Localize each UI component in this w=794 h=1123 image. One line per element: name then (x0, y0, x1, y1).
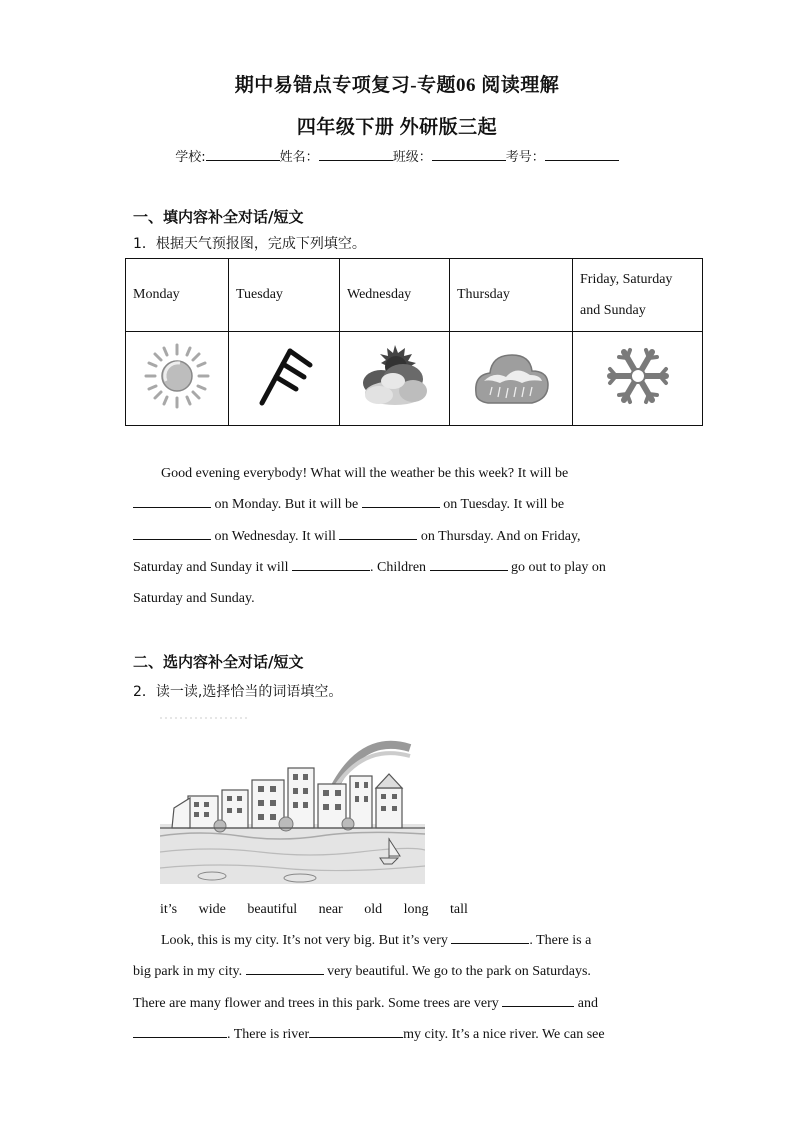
passage-text-9: Saturday and Sunday. (133, 591, 255, 607)
city-passage (133, 925, 655, 1050)
word-option: near (318, 902, 343, 917)
city-text-1: Look, this is my city. It’s not very big. But it’s very (161, 933, 448, 948)
city-illustration (160, 712, 425, 884)
blank-children[interactable] (430, 556, 508, 571)
word-option: it’s (160, 902, 178, 917)
city-text-2: . There is a (529, 933, 592, 948)
word-bank (160, 902, 486, 918)
passage-text-8: go out to play on (511, 559, 606, 575)
weekend-weather (573, 332, 703, 426)
number-label: 考号： (505, 150, 545, 165)
weather-icons-row (126, 332, 703, 426)
weather-table (125, 258, 703, 426)
cloudy-icon (359, 341, 431, 411)
word-option: long (403, 902, 429, 917)
word-option: old (364, 902, 383, 917)
snowflake-icon (602, 341, 674, 411)
blank-wednesday[interactable] (133, 525, 211, 540)
passage-text-2: on Monday. But it will be (214, 497, 359, 513)
blank-city-1[interactable] (451, 929, 529, 944)
city-text-7: . There is river (227, 1026, 310, 1042)
word-option: wide (198, 902, 226, 917)
blank-weekend[interactable] (292, 556, 370, 571)
blank-city-3[interactable] (502, 992, 574, 1007)
blank-city-4[interactable] (133, 1023, 227, 1038)
blank-thursday[interactable] (339, 525, 417, 540)
monday-weather (126, 332, 229, 426)
question2-prompt: 2．读一读,选择恰当的词语填空。 (133, 684, 343, 700)
blank-tuesday[interactable] (362, 493, 440, 508)
passage-text-7: . Children (370, 559, 427, 575)
day-monday: Monday (126, 259, 229, 332)
city-text-8: my city. It’s a nice river. We can see (403, 1026, 605, 1042)
city-text-5: There are many flower and trees in this park. Some trees are very (133, 995, 499, 1011)
weather-passage (133, 458, 655, 614)
sun-icon (142, 341, 212, 411)
passage-text-6: Saturday and Sunday it will (133, 559, 289, 575)
page-subtitle: 四年级下册 外研版三起 (296, 117, 498, 138)
day-friday-saturday-sunday: Friday, Saturday and Sunday (573, 259, 703, 332)
thursday-weather (450, 332, 573, 426)
day-thursday: Thursday (450, 259, 573, 332)
number-blank[interactable] (545, 148, 619, 161)
name-blank[interactable] (319, 148, 393, 161)
passage-text-5: on Thursday. And on Friday, (420, 528, 581, 544)
school-label: 学校: (175, 150, 206, 165)
blank-city-5[interactable] (309, 1023, 403, 1038)
passage-text-4: on Wednesday. It will (214, 528, 336, 544)
section1-heading: 一、填内容补全对话/短文 (133, 208, 304, 226)
page-title: 期中易错点专项复习-专题06 阅读理解 (234, 75, 560, 96)
rain-icon (470, 341, 552, 411)
question1-prompt: 1．根据天气预报图，完成下列填空。 (133, 236, 366, 252)
tuesday-weather (229, 332, 340, 426)
class-blank[interactable] (432, 148, 506, 161)
wind-icon (252, 341, 316, 411)
class-label: 班级： (392, 150, 432, 165)
section2-heading: 二、选内容补全对话/短文 (133, 653, 304, 671)
word-option: tall (449, 902, 468, 917)
city-text-3: big park in my city. (133, 964, 243, 980)
wednesday-weather (340, 332, 450, 426)
passage-text-1: Good evening everybody! What will the weather be this week? It will be (161, 466, 569, 481)
school-blank[interactable] (206, 148, 280, 161)
blank-city-2[interactable] (246, 960, 324, 975)
name-label: 姓名： (279, 150, 319, 165)
word-option: beautiful (247, 902, 298, 917)
day-tuesday: Tuesday (229, 259, 340, 332)
city-text-6: and (577, 995, 599, 1011)
weather-days-row (126, 259, 703, 332)
day-wednesday: Wednesday (340, 259, 450, 332)
city-text-4: very beautiful. We go to the park on Saturdays. (327, 964, 591, 980)
student-info-line (0, 146, 794, 165)
blank-monday[interactable] (133, 493, 211, 508)
passage-text-3: on Tuesday. It will be (443, 497, 565, 513)
